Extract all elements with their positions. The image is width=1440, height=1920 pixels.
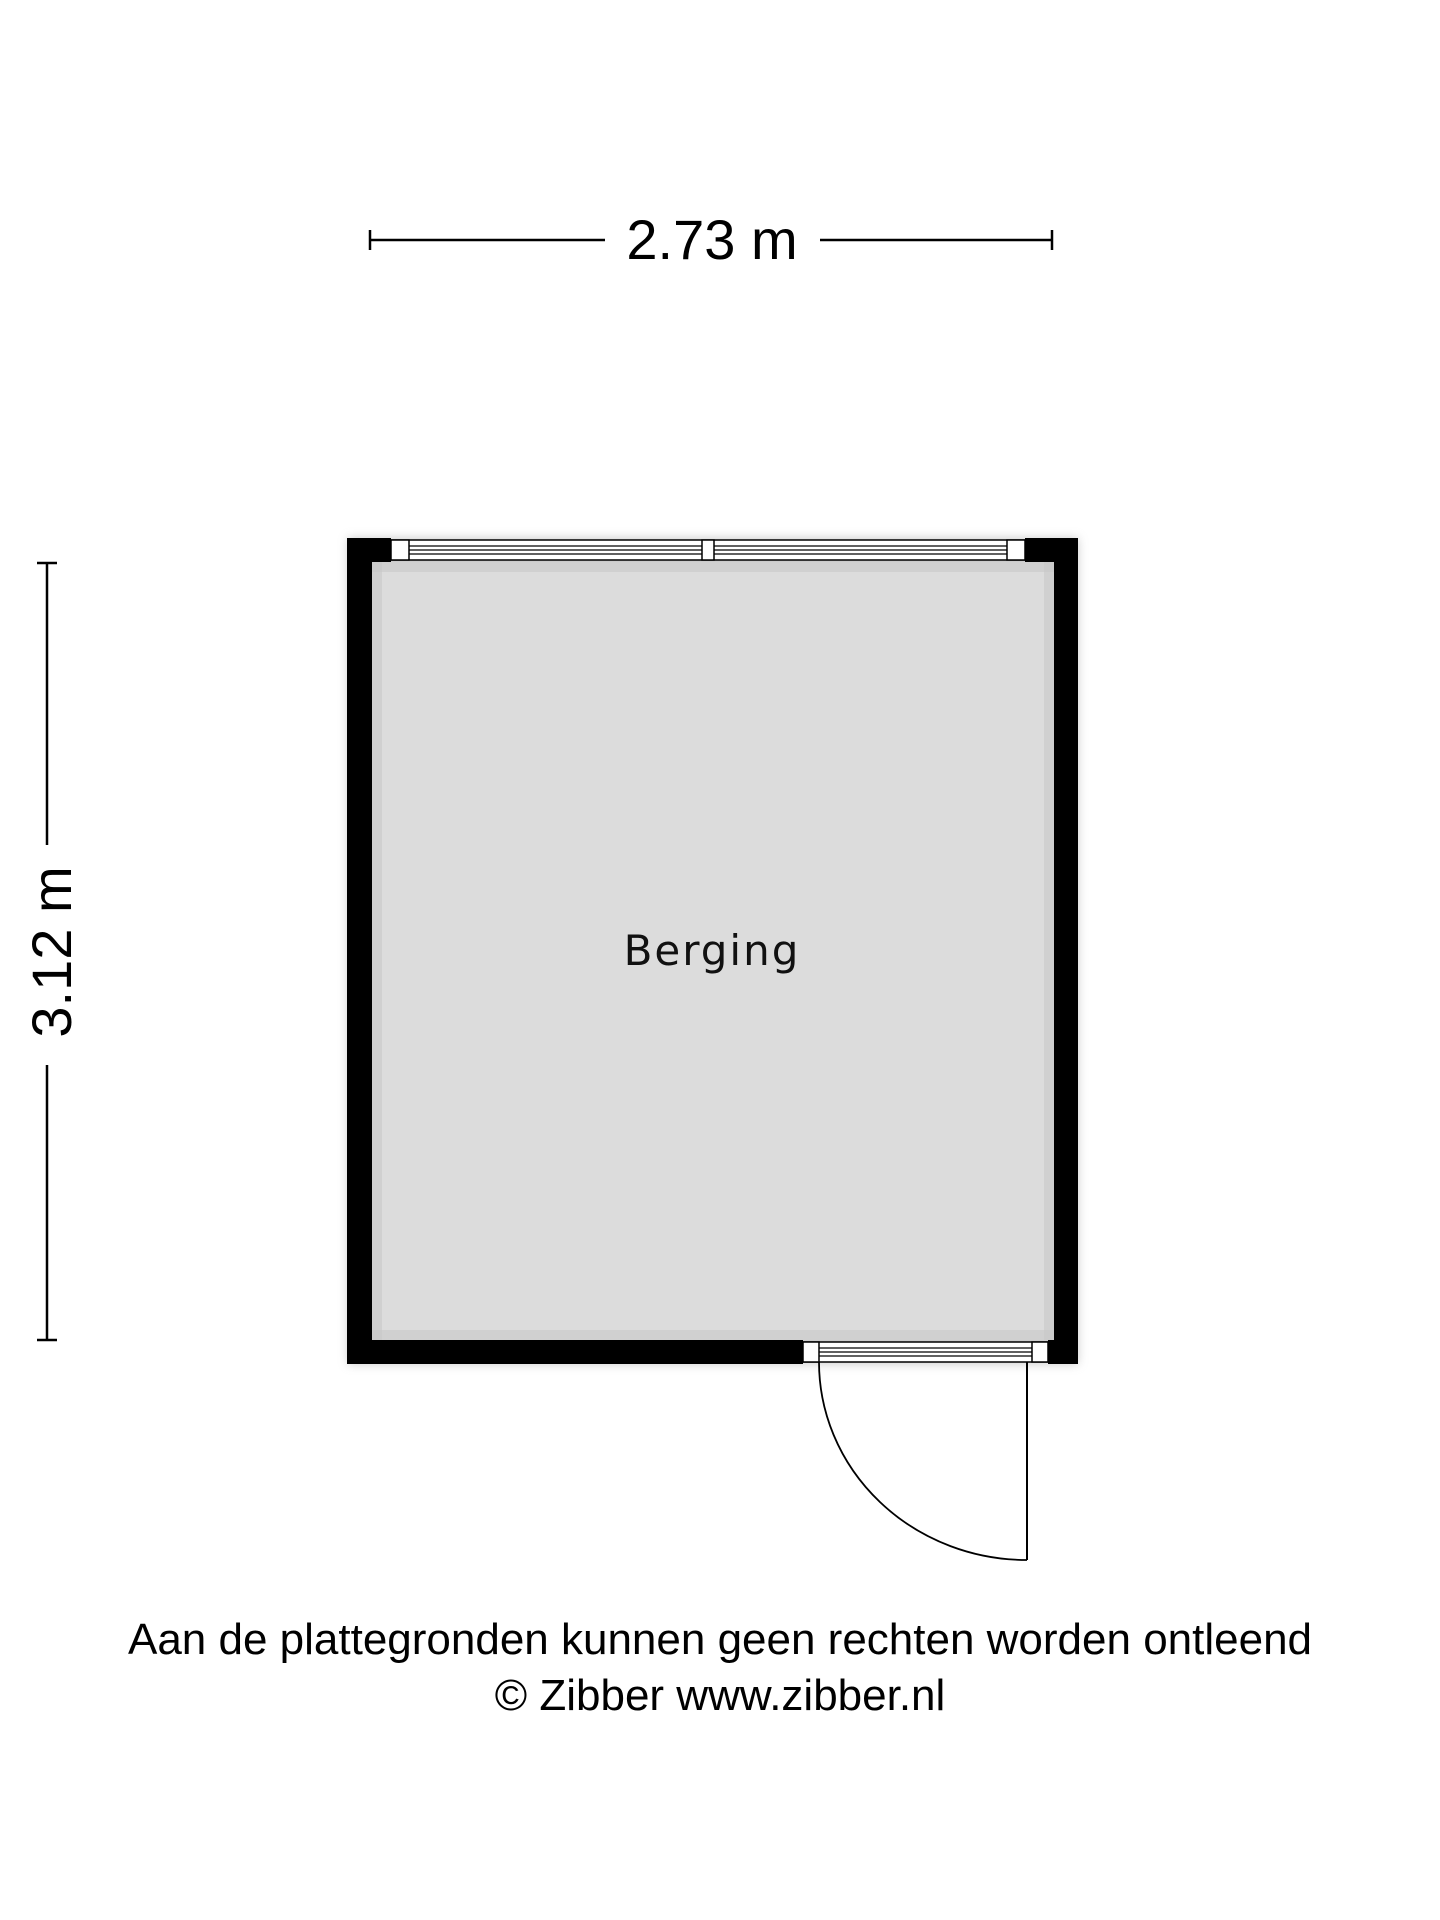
width-label: 2.73 m xyxy=(626,208,798,271)
height-label: 3.12 m xyxy=(20,866,83,1038)
wall-bottom-left xyxy=(347,1340,803,1364)
door-swing xyxy=(819,1362,1027,1560)
wall-bottom-right xyxy=(1048,1340,1078,1364)
width-dimension xyxy=(370,208,1052,271)
height-dimension xyxy=(20,563,83,1340)
wall-left xyxy=(347,538,372,1364)
wall-right xyxy=(1054,538,1078,1364)
room-berging xyxy=(347,538,1078,1560)
wall-top-right xyxy=(1025,538,1078,562)
wall-top-left xyxy=(347,538,391,562)
room-label: Berging xyxy=(623,926,801,975)
disclaimer-text: Aan de plattegronden kunnen geen rechten worden ontleend xyxy=(127,1615,1313,1664)
copyright-text: © Zibber www.zibber.nl xyxy=(494,1671,946,1720)
door-frame xyxy=(803,1342,1048,1362)
window-top xyxy=(391,540,1025,560)
